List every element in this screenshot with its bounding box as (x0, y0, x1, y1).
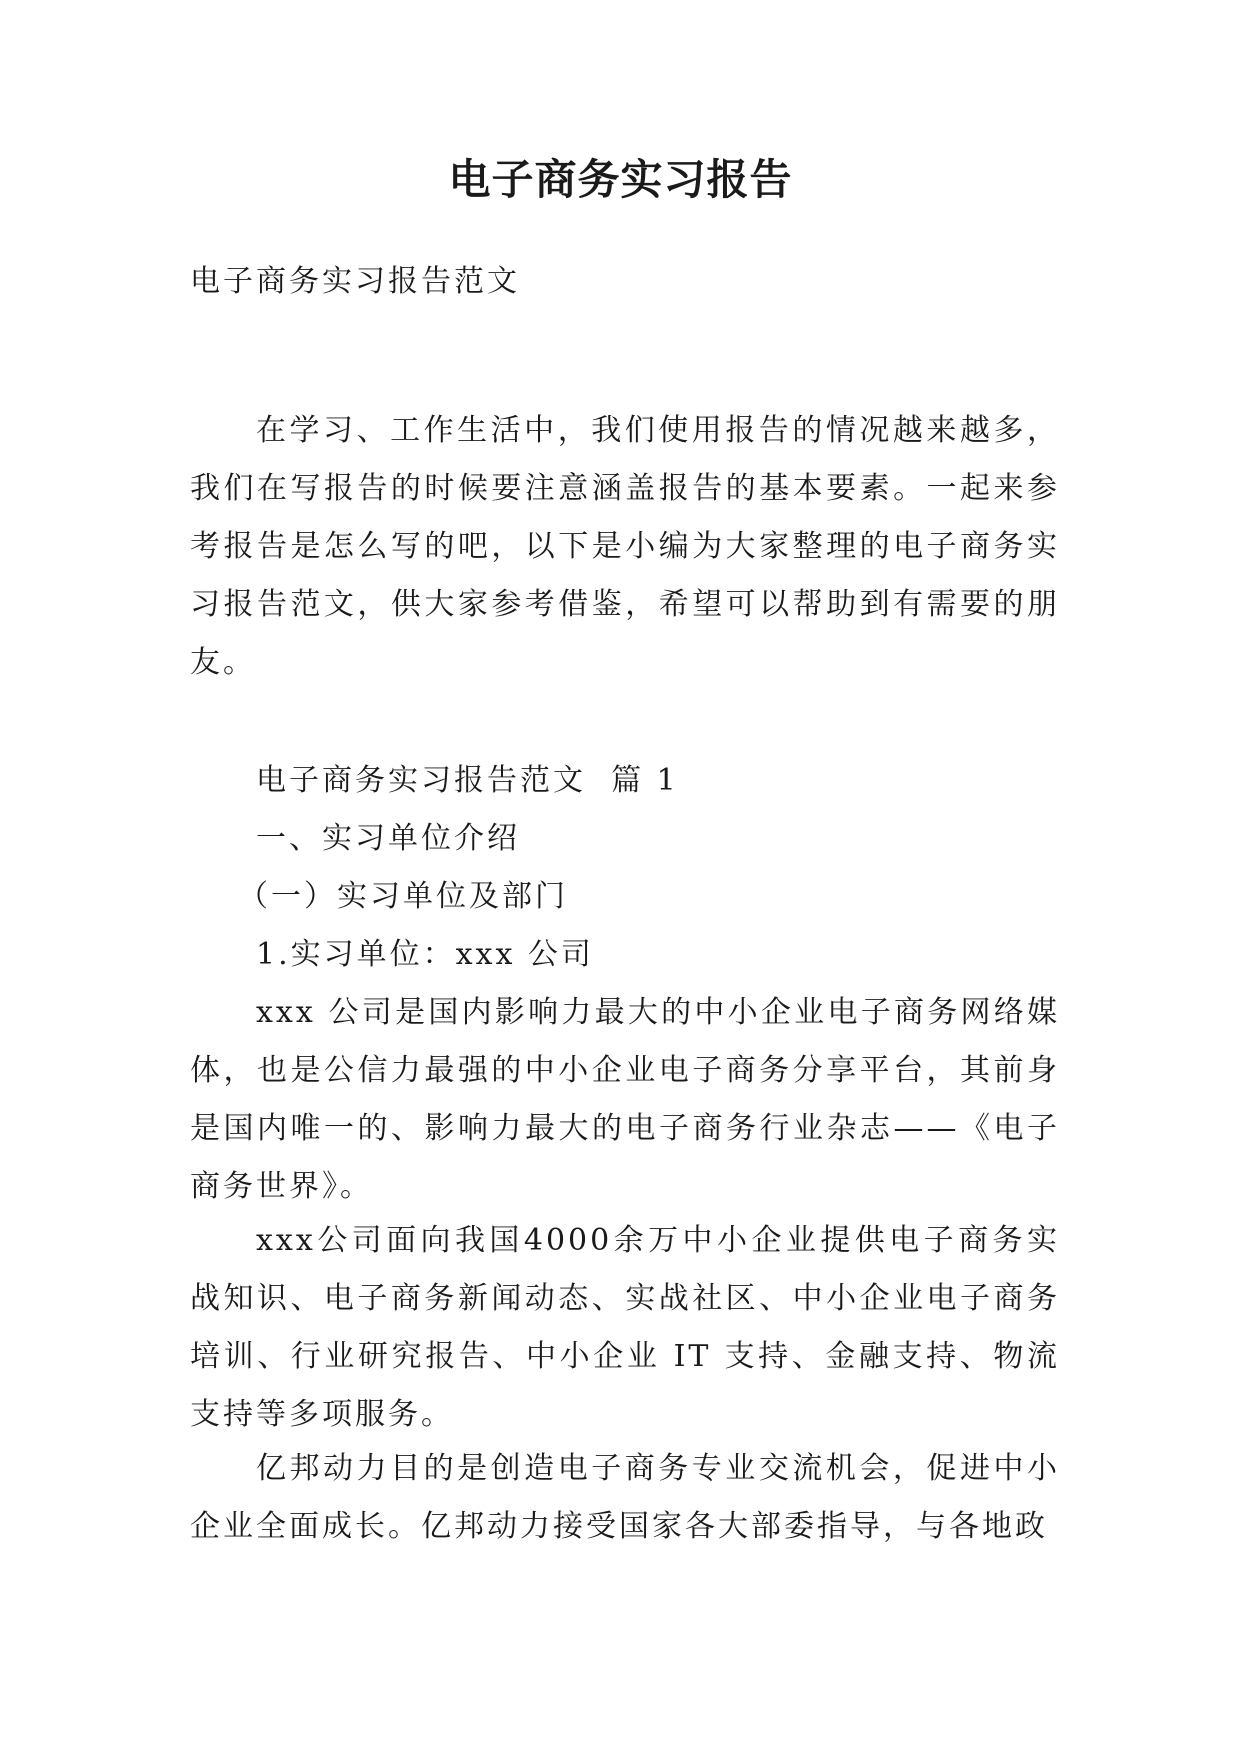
document-title: 电子商务实习报告 (448, 155, 793, 204)
section-title: 电子商务实习报告范文 篇 1 (256, 763, 679, 798)
body-paragraph: xxx公司面向我国4000余万中小企业提供电子商务实战知识、电子商务新闻动态、实战社区、中小企业电子商务培训、行业研究报告、中小企业 IT 支持、金融支持、物流支持等多项服务。 (190, 1223, 1060, 1432)
intro-paragraph: 在学习、工作生活中，我们使用报告的情况越来越多，我们在写报告的时候要注意涵盖报告的基本要素。一起来参考报告是怎么写的吧，以下是小编为大家整理的电子商务实习报告范文，供大家参考借鉴，希望可以帮助到有需要的朋友。 (190, 413, 1060, 680)
body-paragraph: 亿邦动力目的是创造电子商务专业交流机会，促进中小企业全面成长。亿邦动力接受国家各大部委指导，与各地政 (190, 1451, 1060, 1544)
body-paragraph: xxx 公司是国内影响力最大的中小企业电子商务网络媒体，也是公信力最强的中小企业电子商务分享平台，其前身是国内唯一的、影响力最大的电子商务行业杂志——《电子商务世界》。 (190, 995, 1060, 1204)
heading-unit-intro: 一、实习单位介绍 (256, 821, 520, 856)
document-subtitle: 电子商务实习报告范文 (190, 264, 520, 299)
heading-unit-name: 1.实习单位：xxx 公司 (256, 937, 594, 972)
heading-unit-department: （一）实习单位及部门 (238, 879, 568, 914)
